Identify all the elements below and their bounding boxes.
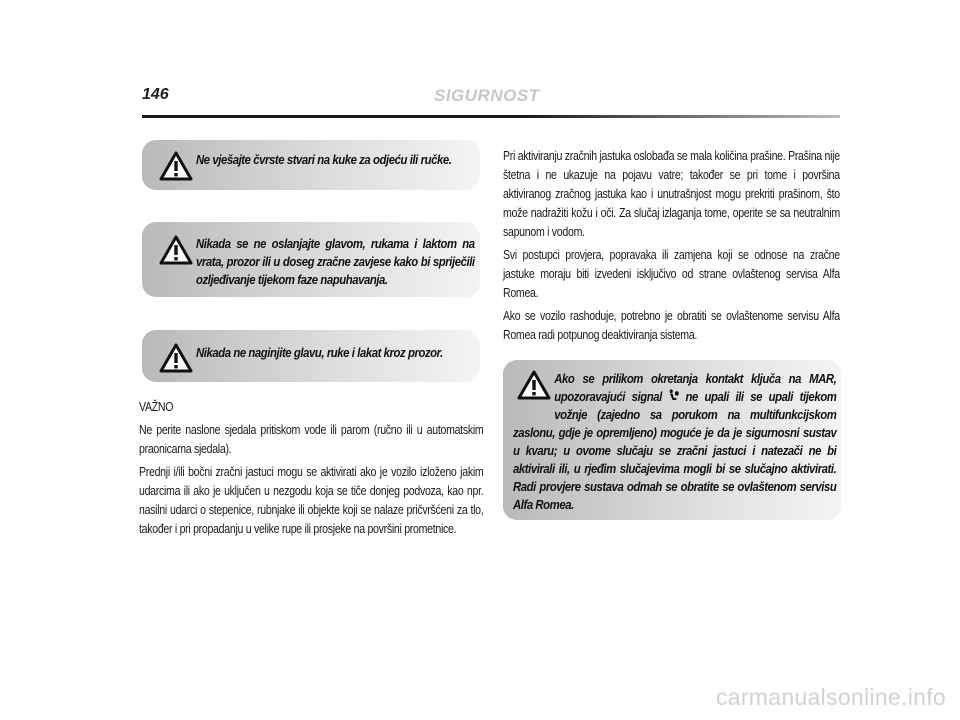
warning-triangle-icon bbox=[159, 343, 193, 373]
paragraph-seat-washing: Ne perite naslone sjedala pritiskom vode ili parom (ručno ili u automatskim praonicama sjedala). bbox=[139, 423, 484, 456]
paragraph-dust: Pri aktiviranju zračnih jastuka oslobađa se mala količina prašine. Prašina nije štetna i ne ukazuje na pojavu vatre; također se pri tome i površina aktiviranog zračnog jastuka kao i unutrašnjost mogu prekriti prašinom, što može nadražiti kožu i oči. Za slučaj izlaganja tome, operite se sa neutralnim sapunom i vodom. bbox=[503, 149, 840, 239]
header-rule bbox=[142, 115, 840, 118]
watermark: carmanualsonline.info bbox=[715, 684, 946, 710]
icon-spacer bbox=[513, 370, 554, 422]
warning-text-part-2: ne upali ili se upali tijekom vožnje (zajedno sa porukom na multifunkcijskom zaslonu, gdje je opremljeno) moguće je da je sigurnosni sustav u kvaru; u ovome slučaju se zračni jastuci i natezači ne bi aktivirali ili, u rjeđim slučajevima mogli bi se slučajno aktivirati. Radi provjere sustava odmah se obratite se ovlaštenom servisu Alfa Romea. bbox=[513, 389, 837, 512]
section-title: SIGURNOST bbox=[434, 86, 540, 105]
important-heading: VAŽNO bbox=[139, 400, 174, 414]
warning-text-leaning: Nikada se ne oslanjajte glavom, rukama i laktom na vrata, prozor ili u doseg zračne zavjese kako bi spriječili ozljeđivanje tijekom faze napuhavanja. bbox=[196, 236, 475, 287]
warning-text-part-1: Ako se prilikom okretanja kontakt ključa na MAR, upozoravajući signal bbox=[554, 371, 837, 404]
warning-text-window: Nikada ne naginjite glavu, ruke i lakat kroz prozor. bbox=[196, 345, 443, 360]
paragraph-airbag-activation: Prednji i/ili bočni zračni jastuci mogu se aktivirati ako je vozilo izloženo jakim udarcima ili ako je uključen u nezgodu koja se tiče donjeg podvoza, kao npr. nasilni udarci o stepenice, rubnjake ili objekte koji se nalaze pričvršćeni za tlo, također i pri propadanju u velike rupe ili prosjeke na površini prometnice. bbox=[139, 465, 484, 536]
left-body-text bbox=[139, 398, 483, 543]
warning-box-system-fault bbox=[503, 360, 841, 520]
warning-box-hooks bbox=[142, 140, 480, 190]
airbag-warning-icon bbox=[668, 389, 678, 402]
warning-triangle-icon bbox=[159, 151, 193, 181]
right-body-text bbox=[503, 147, 840, 349]
paragraph-scrapping: Ako se vozilo rashoduje, potrebno je obratiti se ovlaštenome servisu Alfa Romea radi potpunog deaktiviranja sistema. bbox=[503, 309, 840, 342]
warning-text-system-fault bbox=[513, 370, 836, 514]
warning-box-window bbox=[142, 330, 480, 382]
warning-box-leaning bbox=[142, 222, 480, 297]
warning-text-hooks: Ne vješajte čvrste stvari na kuke za odjeću ili ručke. bbox=[196, 152, 452, 167]
warning-triangle-icon bbox=[159, 235, 193, 265]
paragraph-service: Svi postupci provjera, popravaka ili zamjena koji se odnose na zračne jastuke moraju biti izvedeni isključivo od strane ovlaštenog servisa Alfa Romea. bbox=[503, 248, 840, 300]
page-number: 146 bbox=[142, 86, 169, 103]
